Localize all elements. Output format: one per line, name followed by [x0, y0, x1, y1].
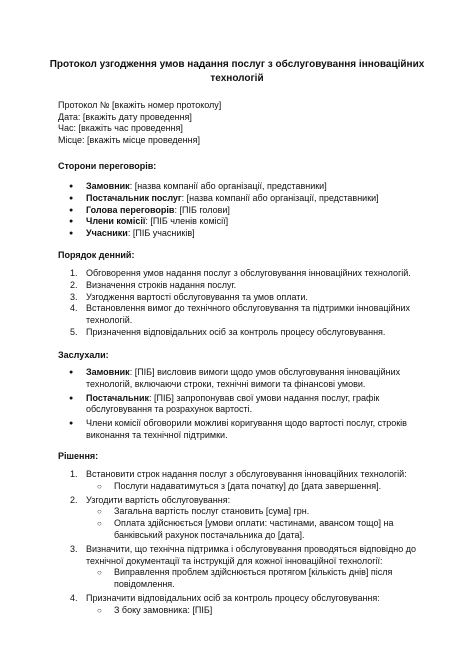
party-label: Учасники: [86, 228, 128, 239]
heard-item: [58, 418, 418, 442]
party-text: : [ПІБ учасників]: [127, 228, 195, 239]
heard-label: Постачальник: [86, 392, 149, 403]
agenda-list: [58, 268, 418, 339]
party-label: Голова переговорів: [86, 204, 175, 215]
party-text: : [назва компанії або організації, представники]: [181, 192, 379, 203]
decision-item: 1. Встановити строк надання послуг з обслуговування інноваційних технологій: ○ Послуги надаватимуться з [дата початку] до [дата завершення].: [58, 469, 418, 493]
decision-sublist: [86, 567, 418, 591]
decision-sublist: [86, 605, 418, 617]
agenda-item-text: Визначення строків надання послуг.: [86, 279, 237, 290]
document-title: Протокол узгодження умов надання послуг з обслуговування інноваційних технологій: [49, 59, 425, 84]
decision-subitem: [86, 481, 418, 493]
decision-sublist: [86, 506, 418, 541]
party-text: : [ПІБ членів комісії]: [145, 216, 229, 227]
heard-item: [58, 367, 418, 391]
party-text: : [ПІБ голови]: [174, 204, 230, 215]
decision-text: Визначити, що технічна підтримка і обслуговування проводяться відповідно до технічної документації та інструкцій для кожної інноваційної технології:: [86, 543, 417, 566]
party-item: [58, 228, 418, 240]
protocol-time: Час: [вкажіть час проведення]: [58, 123, 183, 134]
decision-subitem: [86, 518, 418, 542]
decision-sublist: [86, 481, 418, 493]
agenda-item-text: Призначення відповідальних осіб за контроль процесу обслуговування.: [86, 326, 386, 337]
agenda-item: 2. Визначення строків надання послуг.: [70, 279, 237, 290]
agenda-heading: Порядок денний:: [58, 250, 135, 260]
decision-subitem-text: Оплата здійснюється [умови оплати: частинами, авансом тощо] на банківський рахунок постачальника до [дата].: [114, 518, 394, 540]
parties-heading: Сторони переговорів:: [58, 161, 157, 171]
decision-subitem-text: Загальна вартість послуг становить [сума] грн.: [114, 506, 310, 517]
parties-list: [58, 181, 418, 240]
decisions-list: [58, 469, 418, 617]
protocol-place: Місце: [вкажіть місце проведення]: [58, 134, 201, 145]
party-item: [58, 181, 418, 193]
heard-text: Члени комісії обговорили можливі коригування щодо вартості послуг, строків виконання та технічної підтримки.: [86, 418, 407, 440]
decision-item: 3. Визначити, що технічна підтримка і обслуговування проводяться відповідно до технічної документації та інструкцій для кожної інноваційної технології: ○ Виправлення проблем здійснюється протягом [кількість днів] після повідомлення.: [58, 544, 418, 591]
party-label: Постачальник послуг: [86, 192, 182, 203]
agenda-item: 4. Встановлення вимог до технічного обслуговування та підтримки інноваційних технологій.: [70, 303, 410, 326]
decision-text: Узгодити вартість обслуговування:: [86, 494, 231, 505]
decision-subitem-text: З боку замовника: [ПІБ]: [114, 604, 213, 615]
agenda-item: 3. Узгодження вартості обслуговування та умов оплати.: [70, 291, 308, 302]
heard-list: [58, 367, 418, 442]
party-label: Члени комісії: [86, 216, 146, 227]
heard-text: : [ПІБ] висловив вимоги щодо умов обслуговування інноваційних технологій, включаючи строки, технічні вимоги та фінансові умови.: [86, 367, 401, 389]
agenda-item-text: Встановлення вимог до технічного обслуговування та підтримки інноваційних технологій.: [86, 303, 410, 326]
party-label: Замовник: [86, 181, 130, 191]
heard-label: Замовник: [86, 367, 130, 377]
decision-subitem-text: Послуги надаватимуться з [дата початку] до [дата завершення].: [114, 480, 382, 491]
party-item: [58, 205, 418, 217]
decision-item: 4. Призначити відповідальних осіб за контроль процесу обслуговування: ○ З боку замовника: [ПІБ]: [58, 593, 418, 617]
decisions-heading: Рішення:: [58, 451, 99, 461]
agenda-item-text: Обговорення умов надання послуг з обслуговування інноваційних технологій.: [86, 268, 411, 278]
decision-subitem: [86, 567, 418, 591]
agenda-item: 5. Призначення відповідальних осіб за контроль процесу обслуговування.: [70, 326, 386, 337]
decision-text: Встановити строк надання послуг з обслуговування інноваційних технологій:: [86, 469, 407, 479]
protocol-number: Протокол № [вкажіть номер протоколу]: [58, 100, 222, 110]
heard-text: : [ПІБ] запропонував свої умови надання послуг, графік обслуговування та розрахунок вартості.: [86, 392, 380, 415]
protocol-meta: [58, 100, 221, 146]
party-item: [58, 216, 418, 228]
heard-heading: Заслухали:: [58, 350, 109, 360]
decision-subitem: [86, 506, 418, 518]
decision-subitem-text: Виправлення проблем здійснюється протягом [кількість днів] після повідомлення.: [114, 567, 393, 590]
heard-item: [58, 393, 418, 417]
agenda-item-text: Узгодження вартості обслуговування та умов оплати.: [86, 291, 308, 302]
party-text: : [назва компанії або організації, представники]: [129, 181, 327, 191]
agenda-item: 1. Обговорення умов надання послуг з обслуговування інноваційних технологій.: [70, 268, 411, 278]
party-item: [58, 193, 418, 205]
decision-text: Призначити відповідальних осіб за контроль процесу обслуговування:: [86, 592, 380, 603]
protocol-date: Дата: [вкажіть дату проведення]: [58, 111, 192, 122]
decision-subitem: [86, 605, 418, 617]
decision-item: 2. Узгодити вартість обслуговування: ○ Загальна вартість послуг становить [сума] грн. ○ Оплата здійснюється [умови оплати: частинами, авансом тощо] на банківський рахунок постачальника до [дата].: [58, 495, 418, 542]
